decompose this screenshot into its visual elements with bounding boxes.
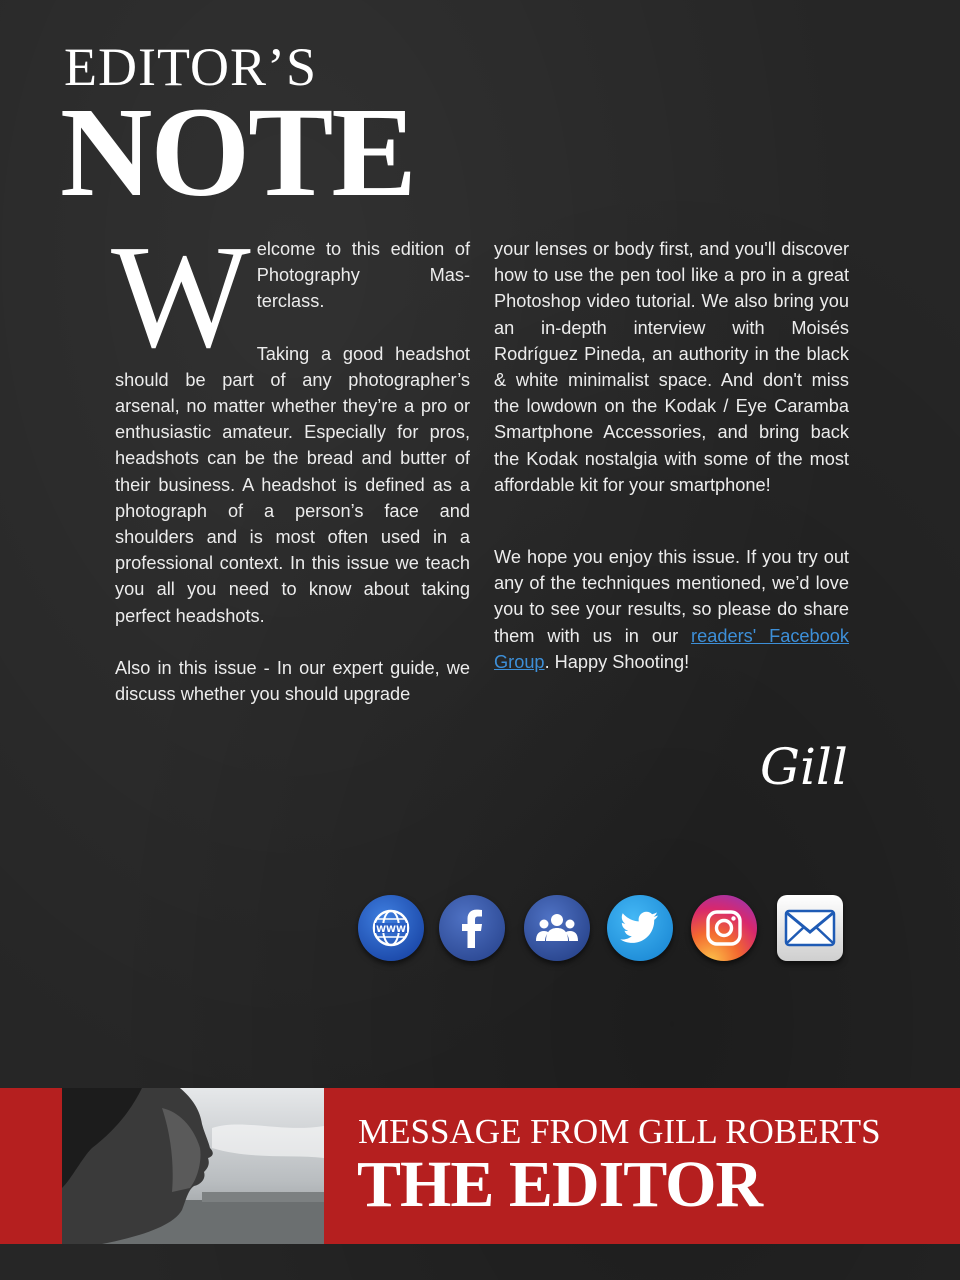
facebook-group-icon xyxy=(534,911,580,945)
facebook-group-button[interactable] xyxy=(524,895,590,961)
editor-signature: Gill xyxy=(760,738,848,796)
website-icon xyxy=(369,906,413,950)
heading-note: NOTE xyxy=(60,81,415,223)
closing-paragraph xyxy=(494,544,849,675)
twitter-button[interactable] xyxy=(607,895,673,961)
banner-subtitle: MESSAGE FROM GILL ROBERTS xyxy=(358,1112,881,1151)
email-button[interactable] xyxy=(777,895,843,961)
facebook-icon xyxy=(452,906,492,950)
editor-photo xyxy=(62,1088,324,1244)
banner-title: THE EDITOR xyxy=(357,1148,763,1221)
instagram-button[interactable] xyxy=(691,895,757,961)
heading-editors: EDITOR’S xyxy=(64,37,318,97)
intro-paragraph: elcome to this edition of Photography Mas-terclass. xyxy=(256,239,470,312)
editor-portrait-image xyxy=(62,1088,324,1244)
drop-cap: W xyxy=(111,215,251,379)
headshot-paragraph: Taking a good headshot should be part of any photographer’s arsenal, no matter whether they’re a pro or enthusiastic amateur. Especially for pros, headshots can be the bread and butter of their business. A headshot is defined as a photograph of a person’s face and shoulders and is most often used in a professional context. In this issue we teach you all you need to know about taking perfect headshots. xyxy=(115,343,470,626)
closing-text: We hope you enjoy this issue. If you try out any of the techniques mentioned, we’d love you to see your results, so please do share them with us in our xyxy=(494,547,849,646)
continued-paragraph: your lenses or body first, and you'll discover how to use the pen tool like a pro in a great Photoshop video tutorial. We also bring you an in-depth interview with Moisés Rodríguez Pineda, an authority in the black & white minimalist space. And don't miss the lowdown on the Kodak / Eye Caramba Smartphone Accessories, and bring back the Kodak nostalgia with some of the most affordable kit for your smartphone! xyxy=(494,239,849,495)
article-column-left xyxy=(111,215,470,707)
instagram-icon xyxy=(704,908,744,948)
also-paragraph: Also in this issue - In our expert guide, we discuss whether you should upgrade xyxy=(115,657,470,705)
article-column-right xyxy=(494,236,849,675)
website-button[interactable] xyxy=(358,895,424,961)
svg-text:WWW: WWW xyxy=(376,925,406,935)
email-icon xyxy=(784,908,836,948)
twitter-icon xyxy=(620,911,660,945)
facebook-button[interactable] xyxy=(439,895,505,961)
facebook-group-link[interactable]: readers' Facebook Group xyxy=(494,625,849,672)
closing-tail: . Happy Shooting! xyxy=(544,651,690,672)
